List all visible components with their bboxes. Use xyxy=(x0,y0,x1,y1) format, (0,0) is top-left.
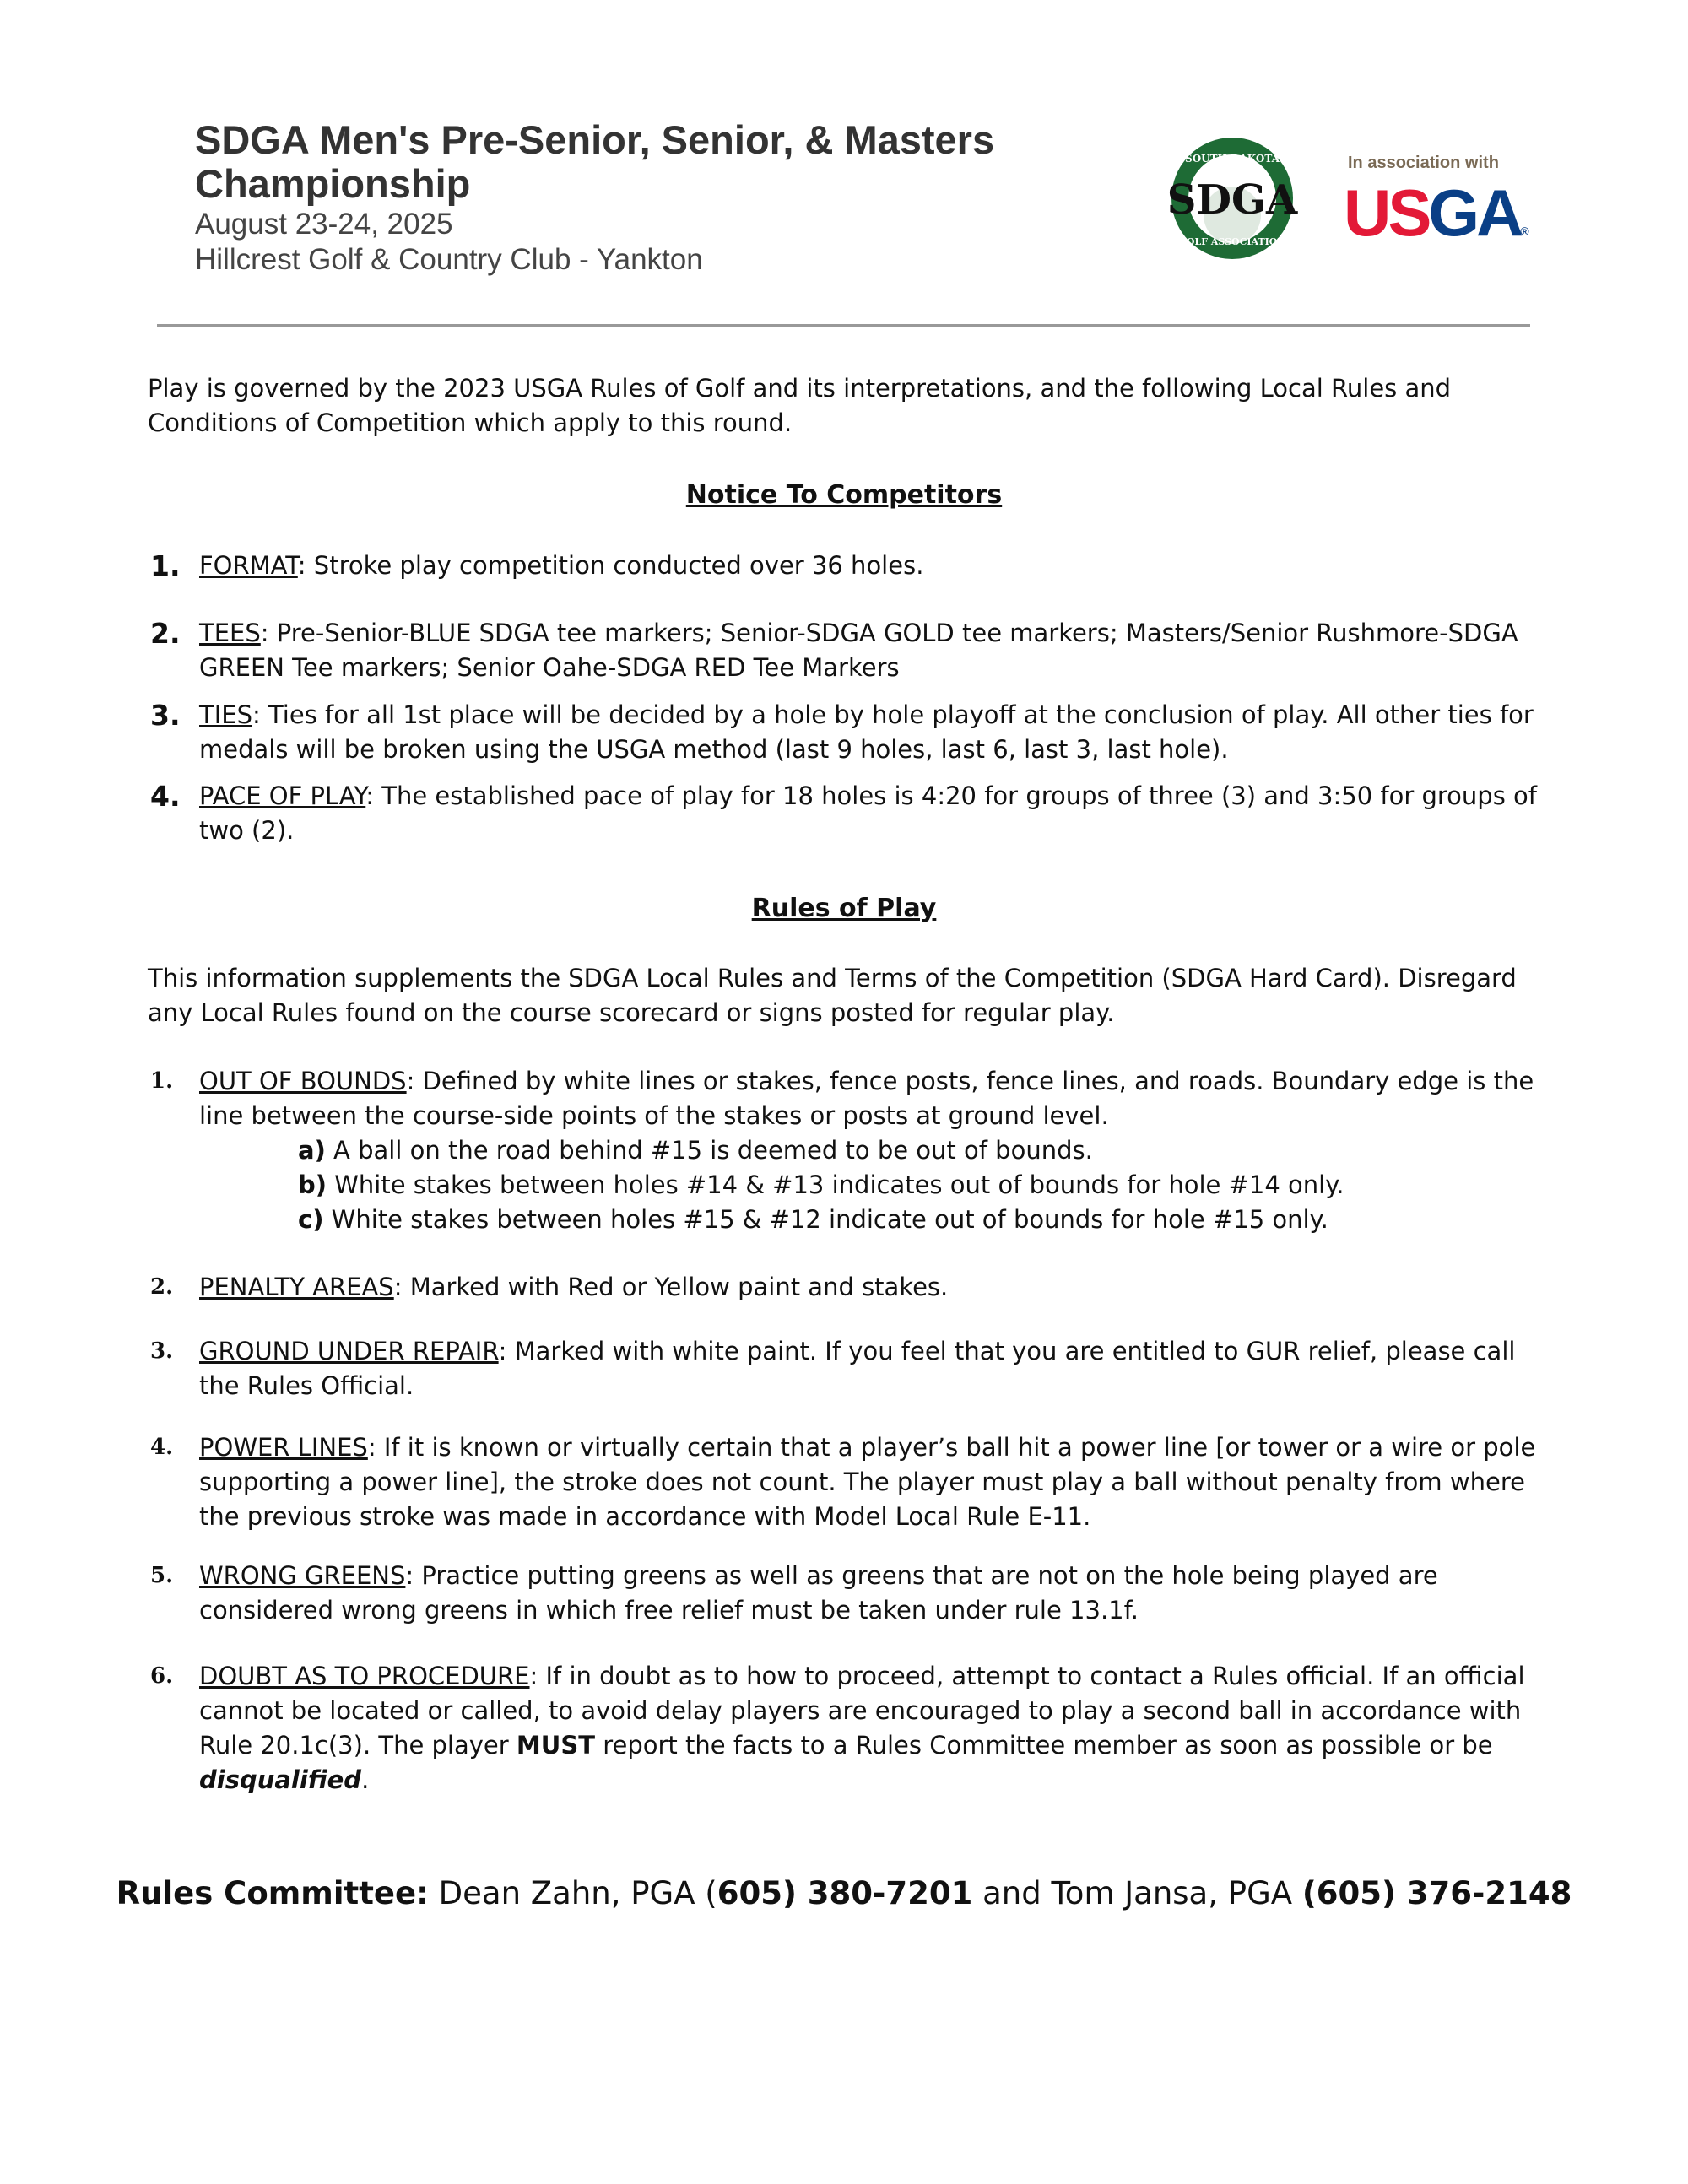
item-text: : The established pace of play for 18 holes is 4:20 for groups of three (3) and 3:50 for groups of two (2). xyxy=(199,781,1537,845)
emphasis-disqualified: disqualified xyxy=(199,1765,362,1794)
notice-item-tees xyxy=(150,616,1551,685)
rule-doubt-procedure xyxy=(150,1659,1551,1797)
committee-member-1: Dean Zahn, PGA ( xyxy=(428,1875,717,1911)
notice-item-ties xyxy=(150,698,1551,767)
item-number: 2. xyxy=(150,617,181,650)
rules-intro: This information supplements the SDGA Local Rules and Terms of the Competition (SDGA Hard Card). Disregard any Local Rules found on the course scorecard or signs posted for regular play. xyxy=(148,964,1517,1027)
item-label: OUT OF BOUNDS xyxy=(199,1067,407,1095)
item-number: 5. xyxy=(150,1563,174,1588)
title-line-2: Championship xyxy=(195,161,471,206)
sub-item xyxy=(298,1133,1551,1168)
title-line-1: SDGA Men's Pre-Senior, Senior, & Masters xyxy=(195,117,995,162)
sub-text: A ball on the road behind #15 is deemed to be out of bounds. xyxy=(325,1136,1093,1165)
item-number: 3. xyxy=(150,1338,174,1364)
registered-mark: ® xyxy=(1520,224,1529,238)
item-number: 1. xyxy=(150,549,181,582)
item-number: 1. xyxy=(150,1068,174,1094)
item-number: 4. xyxy=(150,1435,174,1460)
item-text: : Ties for all 1st place will be decided by a hole by hole playoff at the conclusion of play. All other ties for medals will be broken using the USGA method (last 9 holes, last 6, last 3, last hole). xyxy=(199,700,1534,764)
sub-letter: a) xyxy=(298,1136,326,1165)
svg-text:SOUTH DAKOTA: SOUTH DAKOTA xyxy=(1185,153,1280,165)
rules-committee xyxy=(0,1875,1688,1911)
item-label: GROUND UNDER REPAIR xyxy=(199,1337,499,1365)
rule-wrong-greens xyxy=(150,1559,1551,1628)
sdga-logo xyxy=(1158,135,1307,262)
item-text: : Marked with white paint. If you feel that you are entitled to GUR relief, please call the Rules Official. xyxy=(199,1337,1516,1400)
item-label: TEES xyxy=(199,619,261,647)
notice-heading: Notice To Competitors xyxy=(685,480,1003,510)
notice-item-format xyxy=(150,549,1551,583)
committee-label: Rules Committee: xyxy=(116,1875,429,1911)
rule-power-lines xyxy=(150,1430,1551,1534)
rule-penalty-areas xyxy=(150,1270,1551,1305)
item-label: WRONG GREENS xyxy=(199,1561,406,1590)
usga-logo xyxy=(1344,176,1529,265)
svg-text:GOLF ASSOCIATION: GOLF ASSOCIATION xyxy=(1178,236,1286,247)
item-label: PACE OF PLAY xyxy=(199,781,366,810)
item-text: : Stroke play competition conducted over 36 holes. xyxy=(297,551,924,580)
item-text: : If it is known or virtually certain that a player’s ball hit a power line [or tower or a wire or pole supporting a power line], the stroke does not count. The player must play a ball without penalty from where the previous stroke was made in accordance with Model Local Rule E-11. xyxy=(199,1433,1536,1531)
item-number: 2. xyxy=(150,1274,174,1300)
sub-letter: b) xyxy=(298,1170,327,1199)
item-end: . xyxy=(361,1765,370,1794)
intro-paragraph: Play is governed by the 2023 USGA Rules of Golf and its interpretations, and the following Local Rules and Conditions of Competition which apply to this round. xyxy=(148,374,1452,437)
item-text: : Pre-Senior-BLUE SDGA tee markers; Senior-SDGA GOLD tee markers; Masters/Senior Rushmore-SDGA GREEN Tee markers; Senior Oahe-SDGA RED Tee Markers xyxy=(199,619,1518,682)
event-venue: Hillcrest Golf & Country Club - Yankton xyxy=(195,243,703,276)
item-label: POWER LINES xyxy=(199,1433,368,1462)
event-date: August 23-24, 2025 xyxy=(195,208,453,241)
item-text: : Marked with Red or Yellow paint and stakes. xyxy=(393,1273,949,1301)
header-divider xyxy=(157,324,1530,327)
item-label: FORMAT xyxy=(199,551,298,580)
item-text: report the facts to a Rules Committee member as soon as possible or be xyxy=(595,1731,1493,1760)
sub-letter: c) xyxy=(298,1205,324,1234)
item-number: 3. xyxy=(150,699,181,732)
association-text: In association with xyxy=(1348,154,1499,172)
rules-heading: Rules of Play xyxy=(751,894,937,923)
notice-item-pace xyxy=(150,779,1551,848)
phone-2: (605) 376-2148 xyxy=(1301,1875,1572,1911)
item-text: : Defined by white lines or stakes, fence posts, fence lines, and roads. Boundary edge is the line between the course-side points of the stakes or posts at ground level. xyxy=(199,1067,1534,1130)
item-text: : Practice putting greens as well as greens that are not on the hole being played are considered wrong greens in which free relief must be taken under rule 13.1f. xyxy=(199,1561,1438,1624)
rule-out-of-bounds xyxy=(150,1064,1551,1237)
svg-text:SDGA: SDGA xyxy=(1166,176,1298,224)
document-title xyxy=(195,118,994,206)
sub-item xyxy=(298,1168,1551,1203)
item-text: : If in doubt as to how to proceed, attempt to contact a Rules official. If an official cannot be located or called, to avoid delay players are encouraged to play a second ball in accordance with Rule 20.1c(3). The player xyxy=(199,1662,1525,1760)
emphasis-must: MUST xyxy=(516,1731,595,1760)
usga-ga: GA xyxy=(1428,176,1521,250)
item-number: 6. xyxy=(150,1663,174,1689)
item-label: PENALTY AREAS xyxy=(199,1273,394,1301)
sub-text: White stakes between holes #15 & #12 indicate out of bounds for hole #15 only. xyxy=(323,1205,1328,1234)
sub-item xyxy=(298,1203,1551,1237)
rule-ground-under-repair xyxy=(150,1334,1551,1403)
phone-1: 605) 380-7201 xyxy=(717,1875,973,1911)
item-label: TIES xyxy=(199,700,252,729)
item-number: 4. xyxy=(150,780,181,813)
sub-text: White stakes between holes #14 & #13 indicates out of bounds for hole #14 only. xyxy=(327,1170,1344,1199)
committee-member-2: and Tom Jansa, PGA xyxy=(972,1875,1302,1911)
usga-us: US xyxy=(1344,176,1429,250)
item-label: DOUBT AS TO PROCEDURE xyxy=(199,1662,530,1690)
